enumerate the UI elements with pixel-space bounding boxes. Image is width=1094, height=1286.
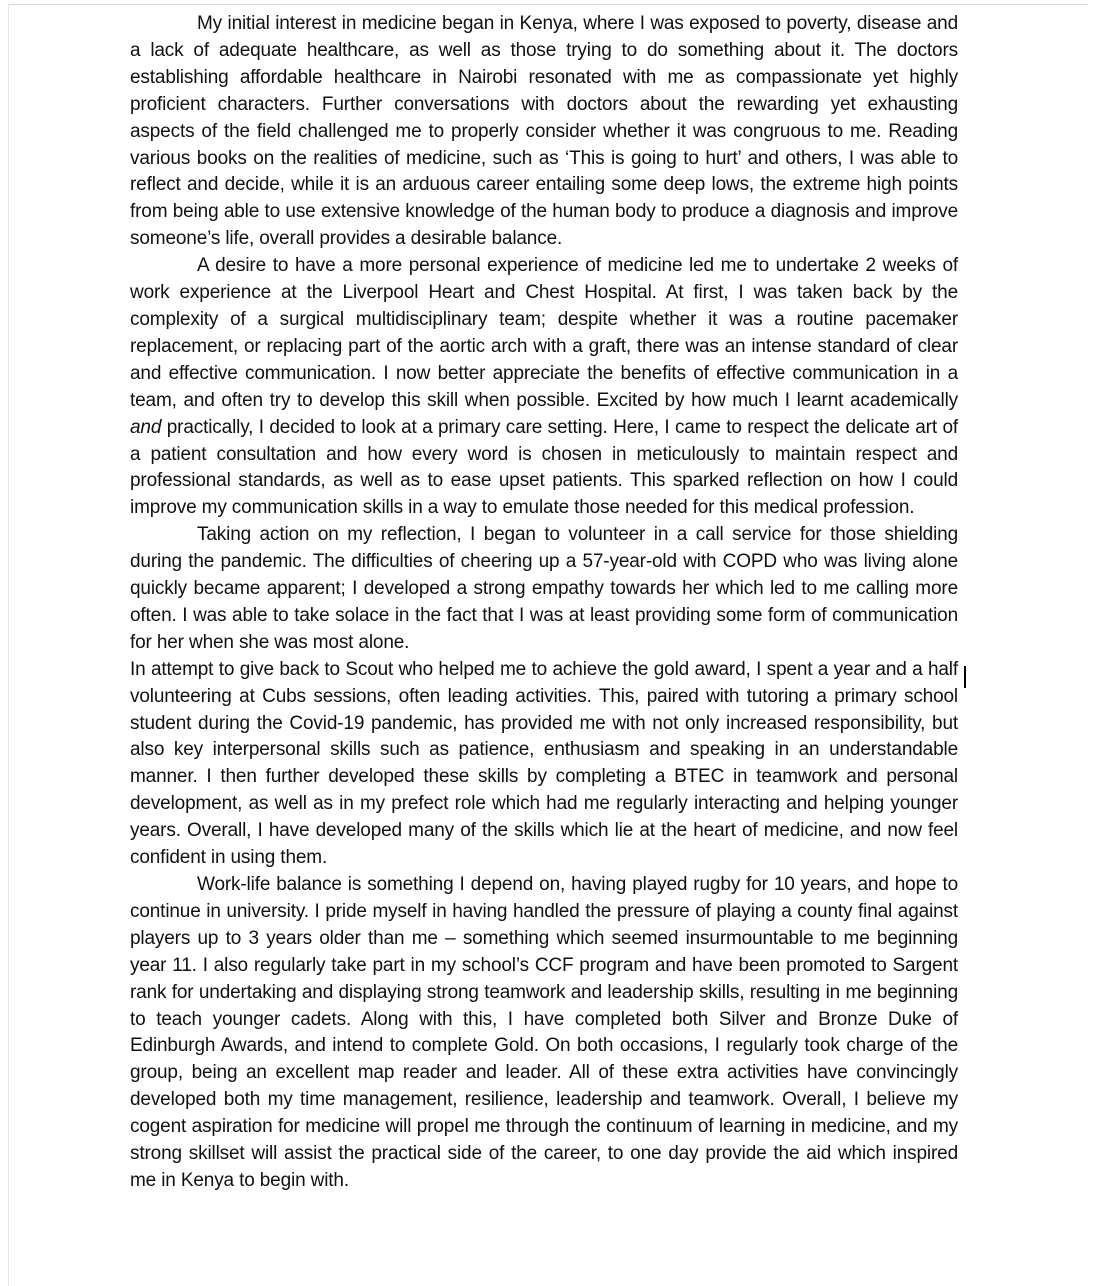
paragraph-2-text-a: A desire to have a more personal experience of medicine led me to undertake 2 weeks of work experience at the Liverpool Heart and Chest Hospital. At first, I was taken back by the complexity of a surgical multidisciplinary team; despite whether it was a routine pacemaker replacement, or replacing part of the aortic arch with a graft, there was an intense standard of clear and effective communication. I now better appreciate the benefits of effective communication in a team, and often try to develop this skill when possible. Excited by how much I learnt academically — [130, 255, 958, 411]
document-body[interactable] — [130, 11, 958, 1195]
paragraph-5-text: Work-life balance is something I depend on, having played rugby for 10 years, and hope to continue in university. I pride myself in having handled the pressure of playing a county final against players up to 3 years older than me – something which seemed insurmountable to me beginning year 11. I also regularly take part in my school’s CCF program and have been promoted to Sargent rank for undertaking and displaying strong teamwork and leadership skills, resulting in me beginning to teach younger cadets. Along with this, I have completed both Silver and Bronze Duke of Edinburgh Awards, and intend to complete Gold. On both occasions, I regularly took charge of the group, being an excellent map reader and leader. All of these extra activities have convincingly developed both my time management, resilience, leadership and teamwork. Overall, I believe my cogent aspiration for medicine will propel me through the continuum of learning in medicine, and my strong skillset will assist the practical side of the career, to one day provide the aid which inspired me in Kenya to begin with. — [130, 874, 958, 1191]
paragraph-2-text-b: practically, I decided to look at a primary care setting. Here, I came to respect the delicate art of a patient consultation and how every word is chosen in meticulously to maintain respect and professional standards, as well as to ease upset patients. This sparked reflection on how I could improve my communication skills in a way to emulate those needed for this medical profession. — [130, 416, 958, 519]
paragraph-1[interactable] — [130, 11, 958, 253]
text-cursor — [964, 666, 966, 688]
paragraph-2[interactable] — [130, 253, 958, 522]
paragraph-2-italic: and — [130, 416, 162, 438]
paragraph-4[interactable] — [130, 657, 958, 872]
document-page[interactable] — [8, 4, 1088, 1286]
paragraph-5[interactable] — [130, 872, 958, 1195]
paragraph-1-text: My initial interest in medicine began in Kenya, where I was exposed to poverty, disease and a lack of adequate healthcare, as well as those trying to do something about it. The doctors establishing affordable healthcare in Nairobi resonated with me as compassionate yet highly proficient characters. Further conversations with doctors about the rewarding yet exhausting aspects of the field challenged me to properly consider whether it was congruous to me. Reading various books on the realities of medicine, such as ‘This is going to hurt’ and others, I was able to reflect and decide, while it is an arduous career entailing some deep lows, the extreme high points from being able to use extensive knowledge of the human body to produce a diagnosis and improve someone’s life, overall provides a desirable balance. — [130, 13, 958, 250]
paragraph-3[interactable] — [130, 522, 958, 657]
paragraph-4-text: In attempt to give back to Scout who helped me to achieve the gold award, I spent a year and a half volunteering at Cubs sessions, often leading activities. This, paired with tutoring a primary school student during the Covid-19 pandemic, has provided me with not only increased responsibility, but also key interpersonal skills such as patience, enthusiasm and speaking in an understandable manner. I then further developed these skills by completing a BTEC in teamwork and personal development, as well as in my prefect role which had me regularly interacting and helping younger years. Overall, I have developed many of the skills which lie at the heart of medicine, and now feel confident in using them. — [130, 658, 958, 869]
paragraph-3-text: Taking action on my reflection, I began to volunteer in a call service for those shielding during the pandemic. The difficulties of cheering up a 57-year-old with COPD who was living alone quickly became apparent; I developed a strong empathy towards her which led to me calling more often. I was able to take solace in the fact that I was at least providing some form of communication for her when she was most alone. — [130, 524, 958, 653]
